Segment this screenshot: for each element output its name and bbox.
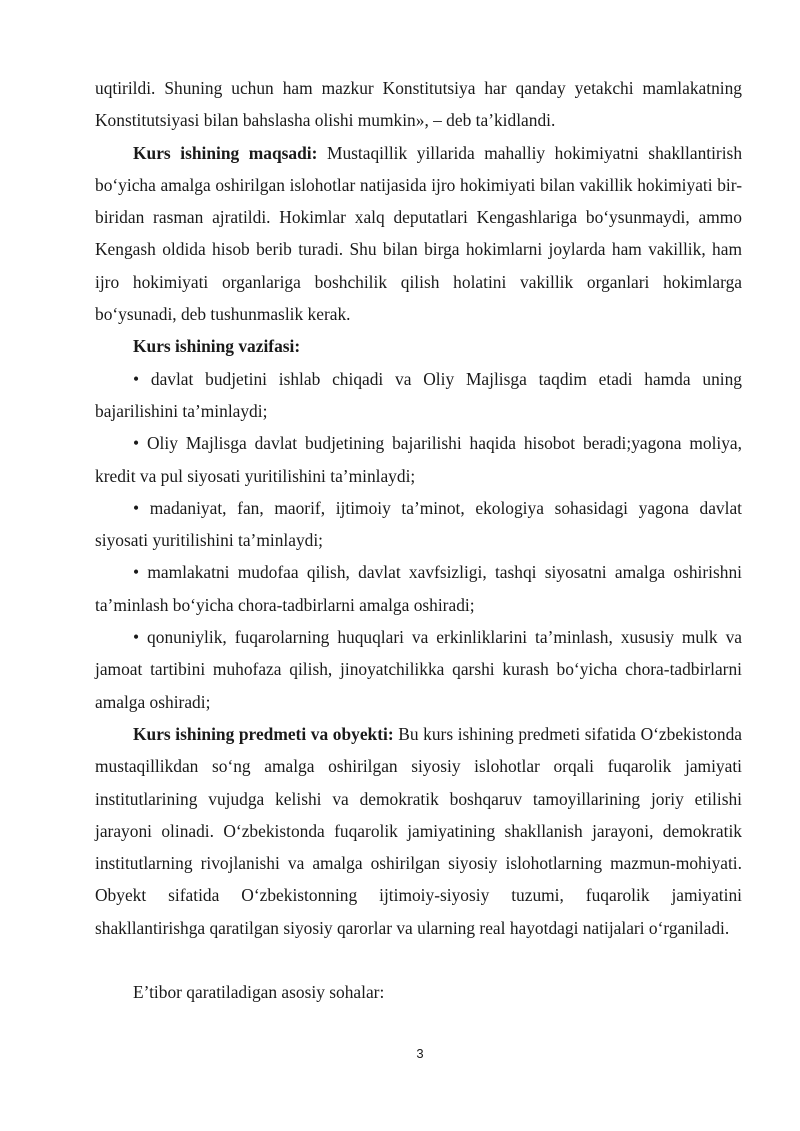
subject-label: Kurs ishining predmeti va obyekti: [133, 723, 394, 744]
goal-label: Kurs ishining maqsadi: [133, 142, 318, 163]
task-item: • davlat budjetini ishlab chiqadi va Oliy Majlisga taqdim etadi hamda uning bajarilishini ta’minlaydi; [95, 368, 742, 421]
paragraph-continuation: uqtirildi. Shuning uchun ham mazkur Konstitutsiya har qanday yetakchi mamlakatning Konstitutsiyasi bilan bahslasha olishi mumkin», – deb ta’kidlandi. [95, 78, 742, 131]
task-item: • mamlakatni mudofaa qilish, davlat xavfsizligi, tashqi siyosatni amalga oshirishni ta’minlash bo‘yicha chora-tadbirlarni amalga oshiradi; [95, 562, 742, 615]
page-number: 3 [416, 1046, 424, 1061]
paragraph-goal [95, 137, 742, 331]
subject-text: Bu kurs ishining predmeti sifatida O‘zbekistonda mustaqillikdan so‘ng amalga oshirilgan siyosiy islohotlar orqali fuqarolik jamiyati institutlarining vujudga kelishi va demokratik boshqaruv tamoyillarining joriy etilishi jarayoni olinadi. O‘zbekistonda fuqarolik jamiyatining shakllanish jarayoni, demokratik institutlarning rivojlanishi va amalga oshirilgan siyosiy islohotlarning mazmun-mohiyati. Obyekt sifatida O‘zbekistonning ijtimoiy-siyosiy tuzumi, fuqarolik jamiyatini shakllantirishga qaratilgan siyosiy qarorlar va ularning real hayotdagi natijalari o‘rganiladi. [95, 723, 742, 938]
tasks-heading: Kurs ishining vazifasi: [133, 336, 301, 357]
task-item: • madaniyat, fan, maorif, ijtimoiy ta’minot, ekologiya sohasidagi yagona davlat siyosati yuritilishini ta’minlaydi; [95, 497, 742, 551]
focus-heading: E’tibor qaratiladigan asosiy sohalar: [133, 982, 385, 1003]
paragraph-gap [95, 944, 742, 976]
paragraph-subject [95, 718, 742, 944]
page-body [95, 72, 742, 1008]
task-item: • Oliy Majlisga davlat budjetining bajarilishi haqida hisobot beradi;yagona moliya, kredit va pul siyosati yuritilishini ta’minlaydi; [95, 433, 742, 486]
task-item: • qonuniylik, fuqarolarning huquqlari va erkinliklarini ta’minlash, xususiy mulk va jamoat tartibini muhofaza qilish, jinoyatchilikka qarshi kurash bo‘yicha chora-tadbirlarni amalga oshiradi; [95, 627, 742, 712]
goal-text: Mustaqillik yillarida mahalliy hokimiyatni shakllantirish bo‘yicha amalga oshirilgan islohotlar natijasida ijro hokimiyati bilan vakillik hokimiyati bir-biridan rasman ajratildi. Hokimlar xalq deputatlari Kengashlariga bo‘ysunmaydi, ammo Kengash oldida hisob berib turadi. Shu bilan birga hokimlarni joylarda ham vakillik, ham ijro hokimiyati organlariga boshchilik qilish holatini vakillik organlari hokimlarga bo‘ysunadi, deb tushunmaslik kerak. [95, 142, 743, 325]
